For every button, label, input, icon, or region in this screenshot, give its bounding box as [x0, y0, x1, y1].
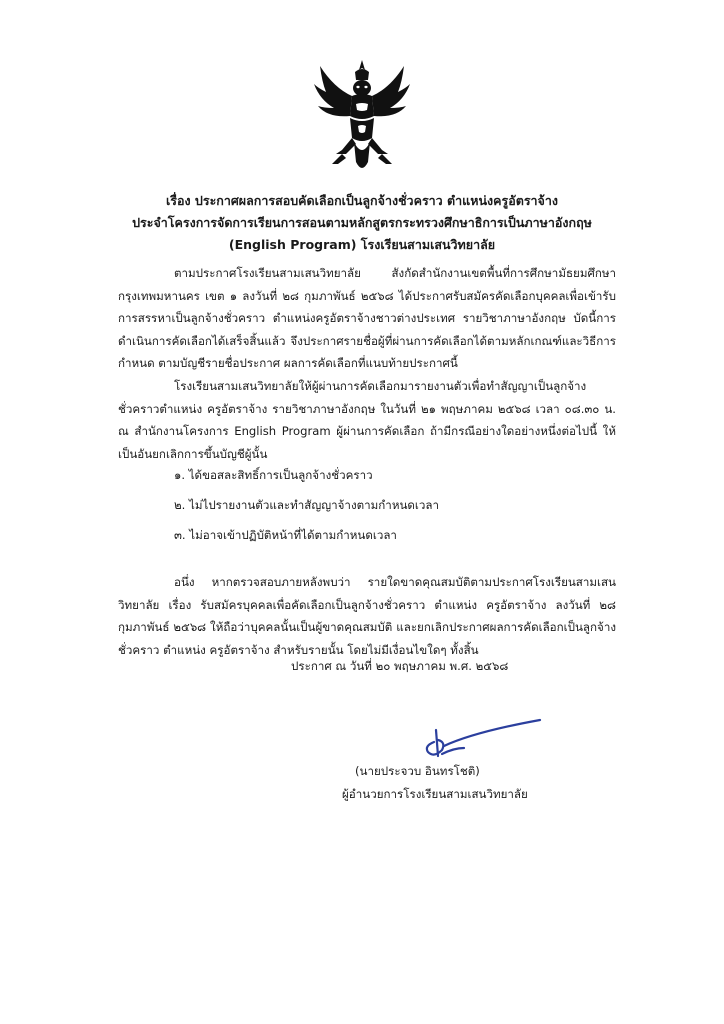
signer-name: (นายประจวบ อินทรโชติ) — [355, 764, 480, 778]
handwritten-signature-icon — [414, 712, 544, 762]
list-item-no-duty: ๓. ไม่อาจเข้าปฏิบัติหน้าที่ได้ตามกำหนดเวลา — [174, 528, 397, 542]
title-line-3: (English Program) โรงเรียนสามเสนวิทยาลัย — [228, 237, 496, 252]
list-item-waive-rights: ๑. ได้ขอสละสิทธิ์การเป็นลูกจ้างชั่วคราว — [174, 468, 373, 482]
paragraph-report-instruction: โรงเรียนสามเสนวิทยาลัยให้ผู้ผ่านการคัดเลือกมารายงานตัวเพื่อทำสัญญาเป็นลูกจ้างชั่วคราวตำแหน่ง ครูอัตราจ้าง รายวิชาภาษาอังกฤษ ในวันที่ ๒๑ พฤษภาคม ๒๕๖๘ เวลา ๐๘.๓๐ น. ณ สำนักงานโครงการ English Program ผู้ผ่านการคัดเลือก ถ้ามีกรณีอย่างใดอย่างหนึ่งต่อไปนี้ ให้เป็นอันยกเลิกการขึ้นบัญชีผู้นั้น — [118, 379, 616, 461]
signer-position: ผู้อำนวยการโรงเรียนสามเสนวิทยาลัย — [342, 787, 528, 801]
title-line-1: เรื่อง ประกาศผลการสอบคัดเลือกเป็นลูกจ้างชั่วคราว ตำแหน่งครูอัตราจ้าง — [165, 193, 559, 208]
announcement-date: ประกาศ ณ วันที่ ๒๐ พฤษภาคม พ.ศ. ๒๕๖๘ — [291, 659, 509, 673]
paragraph-announcement: ตามประกาศโรงเรียนสามเสนวิทยาลัย สังกัดสำนักงานเขตพื้นที่การศึกษามัธยมศึกษากรุงเทพมหานคร เขต ๑ ลงวันที่ ๒๘ กุมภาพันธ์ ๒๕๖๘ ได้ประกาศรับสมัครคัดเลือกบุคคลเพื่อเข้ารับการสรรหาเป็นลูกจ้างชั่วคราว ตำแหน่งครูอัตราจ้างชาวต่างประเทศ รายวิชาภาษาอังกฤษ บัดนี้การดำเนินการคัดเลือกได้เสร็จสิ้นแล้ว จึงประกาศรายชื่อผู้ที่ผ่านการคัดเลือกได้ตามหลักเกณฑ์และวิธีการกำหนด ตามบัญชีรายชื่อประกาศ ผลการคัดเลือกที่แนบท้ายประกาศนี้ — [118, 266, 616, 370]
garuda-emblem-icon — [312, 58, 412, 176]
document-title — [100, 190, 624, 256]
list-item-no-report: ๒. ไม่ไปรายงานตัวและทำสัญญาจ้างตามกำหนดเวลา — [174, 498, 440, 512]
title-line-2: ประจำโครงการจัดการเรียนการสอนตามหลักสูตรกระทรวงศึกษาธิการเป็นภาษาอังกฤษ — [132, 215, 592, 230]
paragraph-disqualification: อนึ่ง หากตรวจสอบภายหลังพบว่า รายใดขาดคุณสมบัติตามประกาศโรงเรียนสามเสนวิทยาลัย เรื่อง รับสมัครบุคคลเพื่อคัดเลือกเป็นลูกจ้างชั่วคราว ตำแหน่ง ครูอัตราจ้าง ลงวันที่ ๒๘ กุมภาพันธ์ ๒๕๖๘ ให้ถือว่าบุคคลนั้นเป็นผู้ขาดคุณสมบัติ และยกเลิกประกาศผลการคัดเลือกเป็นลูกจ้างชั่วคราว ตำแหน่ง ครูอัตราจ้าง สำหรับรายนั้น โดยไม่มีเงื่อนไขใดๆ ทั้งสิ้น — [118, 575, 616, 657]
